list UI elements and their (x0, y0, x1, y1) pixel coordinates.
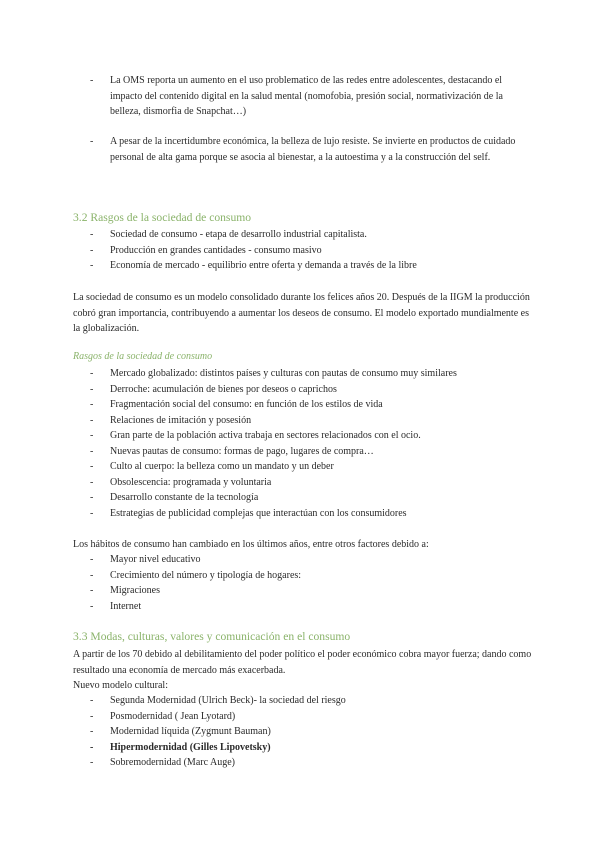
list-item: - Culto al cuerpo: la belleza como un mandato y un deber (90, 459, 530, 475)
list-item: - Segunda Modernidad (Ulrich Beck)- la sociedad del riesgo (90, 693, 530, 709)
list-item: - Fragmentación social del consumo: en función de los estilos de vida (90, 397, 530, 413)
cultural-models-list (90, 693, 530, 771)
list-item: - Desarrollo constante de la tecnología (90, 490, 530, 506)
list-item: - Modernidad líquida (Zygmunt Bauman) (90, 724, 530, 740)
list-item: - La OMS reporta un aumento en el uso problematico de las redes entre adolescentes, destacando el impacto del contenido digital en la salud mental (nomofobia, presión social, normativización de la belleza, dismorfia de Snapchat…) (90, 73, 530, 120)
list-item: - Posmodernidad ( Jean Lyotard) (90, 709, 530, 725)
list-item: - Sobremodernidad (Marc Auge) (90, 755, 530, 771)
list-item: - Crecimiento del número y tipología de hogares: (90, 568, 530, 584)
list-item: - Internet (90, 599, 530, 615)
traits-list (90, 366, 530, 521)
list-item: - Economía de mercado - equilibrio entre oferta y demanda a través de la libre (90, 258, 530, 274)
habits-list (90, 552, 530, 614)
section-3-2-bullets (90, 227, 530, 274)
list-item: - Producción en grandes cantidades - consumo masivo (90, 243, 530, 259)
list-item: - Derroche: acumulación de bienes por deseos o caprichos (90, 382, 530, 398)
habits-paragraph: Los hábitos de consumo han cambiado en los últimos años, entre otros factores debido a: (73, 539, 429, 550)
list-item: - Nuevas pautas de consumo: formas de pago, lugares de compra… (90, 444, 530, 460)
cultural-model-label: Nuevo modelo cultural: (73, 680, 168, 691)
list-item: - Sociedad de consumo - etapa de desarrollo industrial capitalista. (90, 227, 530, 243)
section-heading-3-2: 3.2 Rasgos de la sociedad de consumo (73, 211, 252, 224)
consumer-society-paragraph: La sociedad de consumo es un modelo consolidado durante los felices años 20. Después de la IIGM la producción cobró gran importancia, contribuyendo a aumentar los deseos de consumo. El modelo exportado mundialmente es la globalización. (73, 292, 530, 334)
list-item: - Gran parte de la población activa trabaja en sectores relacionados con el ocio. (90, 428, 530, 444)
section-3-3-paragraph: A partir de los 70 debido al debilitamiento del poder político el poder económico cobra mayor fuerza; dando como resultado una economía de mercado más exacerbada. (73, 649, 532, 676)
list-item: - Estrategias de publicidad complejas que interactúan con los consumidores (90, 506, 530, 522)
section-heading-3-3: 3.3 Modas, culturas, valores y comunicación en el consumo (73, 630, 351, 643)
list-item: - Obsolescencia: programada y voluntaria (90, 475, 530, 491)
subheading-traits: Rasgos de la sociedad de consumo (73, 351, 213, 362)
list-item: - Relaciones de imitación y posesión (90, 413, 530, 429)
list-item: - Migraciones (90, 583, 530, 599)
list-item: - Hipermodernidad (Gilles Lipovetsky) (90, 740, 530, 756)
list-item: - Mercado globalizado: distintos países y culturas con pautas de consumo muy similares (90, 366, 530, 382)
intro-bullet-list (90, 73, 530, 120)
list-item: - A pesar de la incertidumbre económica, la belleza de lujo resiste. Se invierte en productos de cuidado personal de alta gama porque se asocia al bienestar, a la autoestima y a la construcción del self. (90, 134, 530, 165)
list-item: - Mayor nivel educativo (90, 552, 530, 568)
intro-bullet-list-2 (90, 134, 530, 165)
